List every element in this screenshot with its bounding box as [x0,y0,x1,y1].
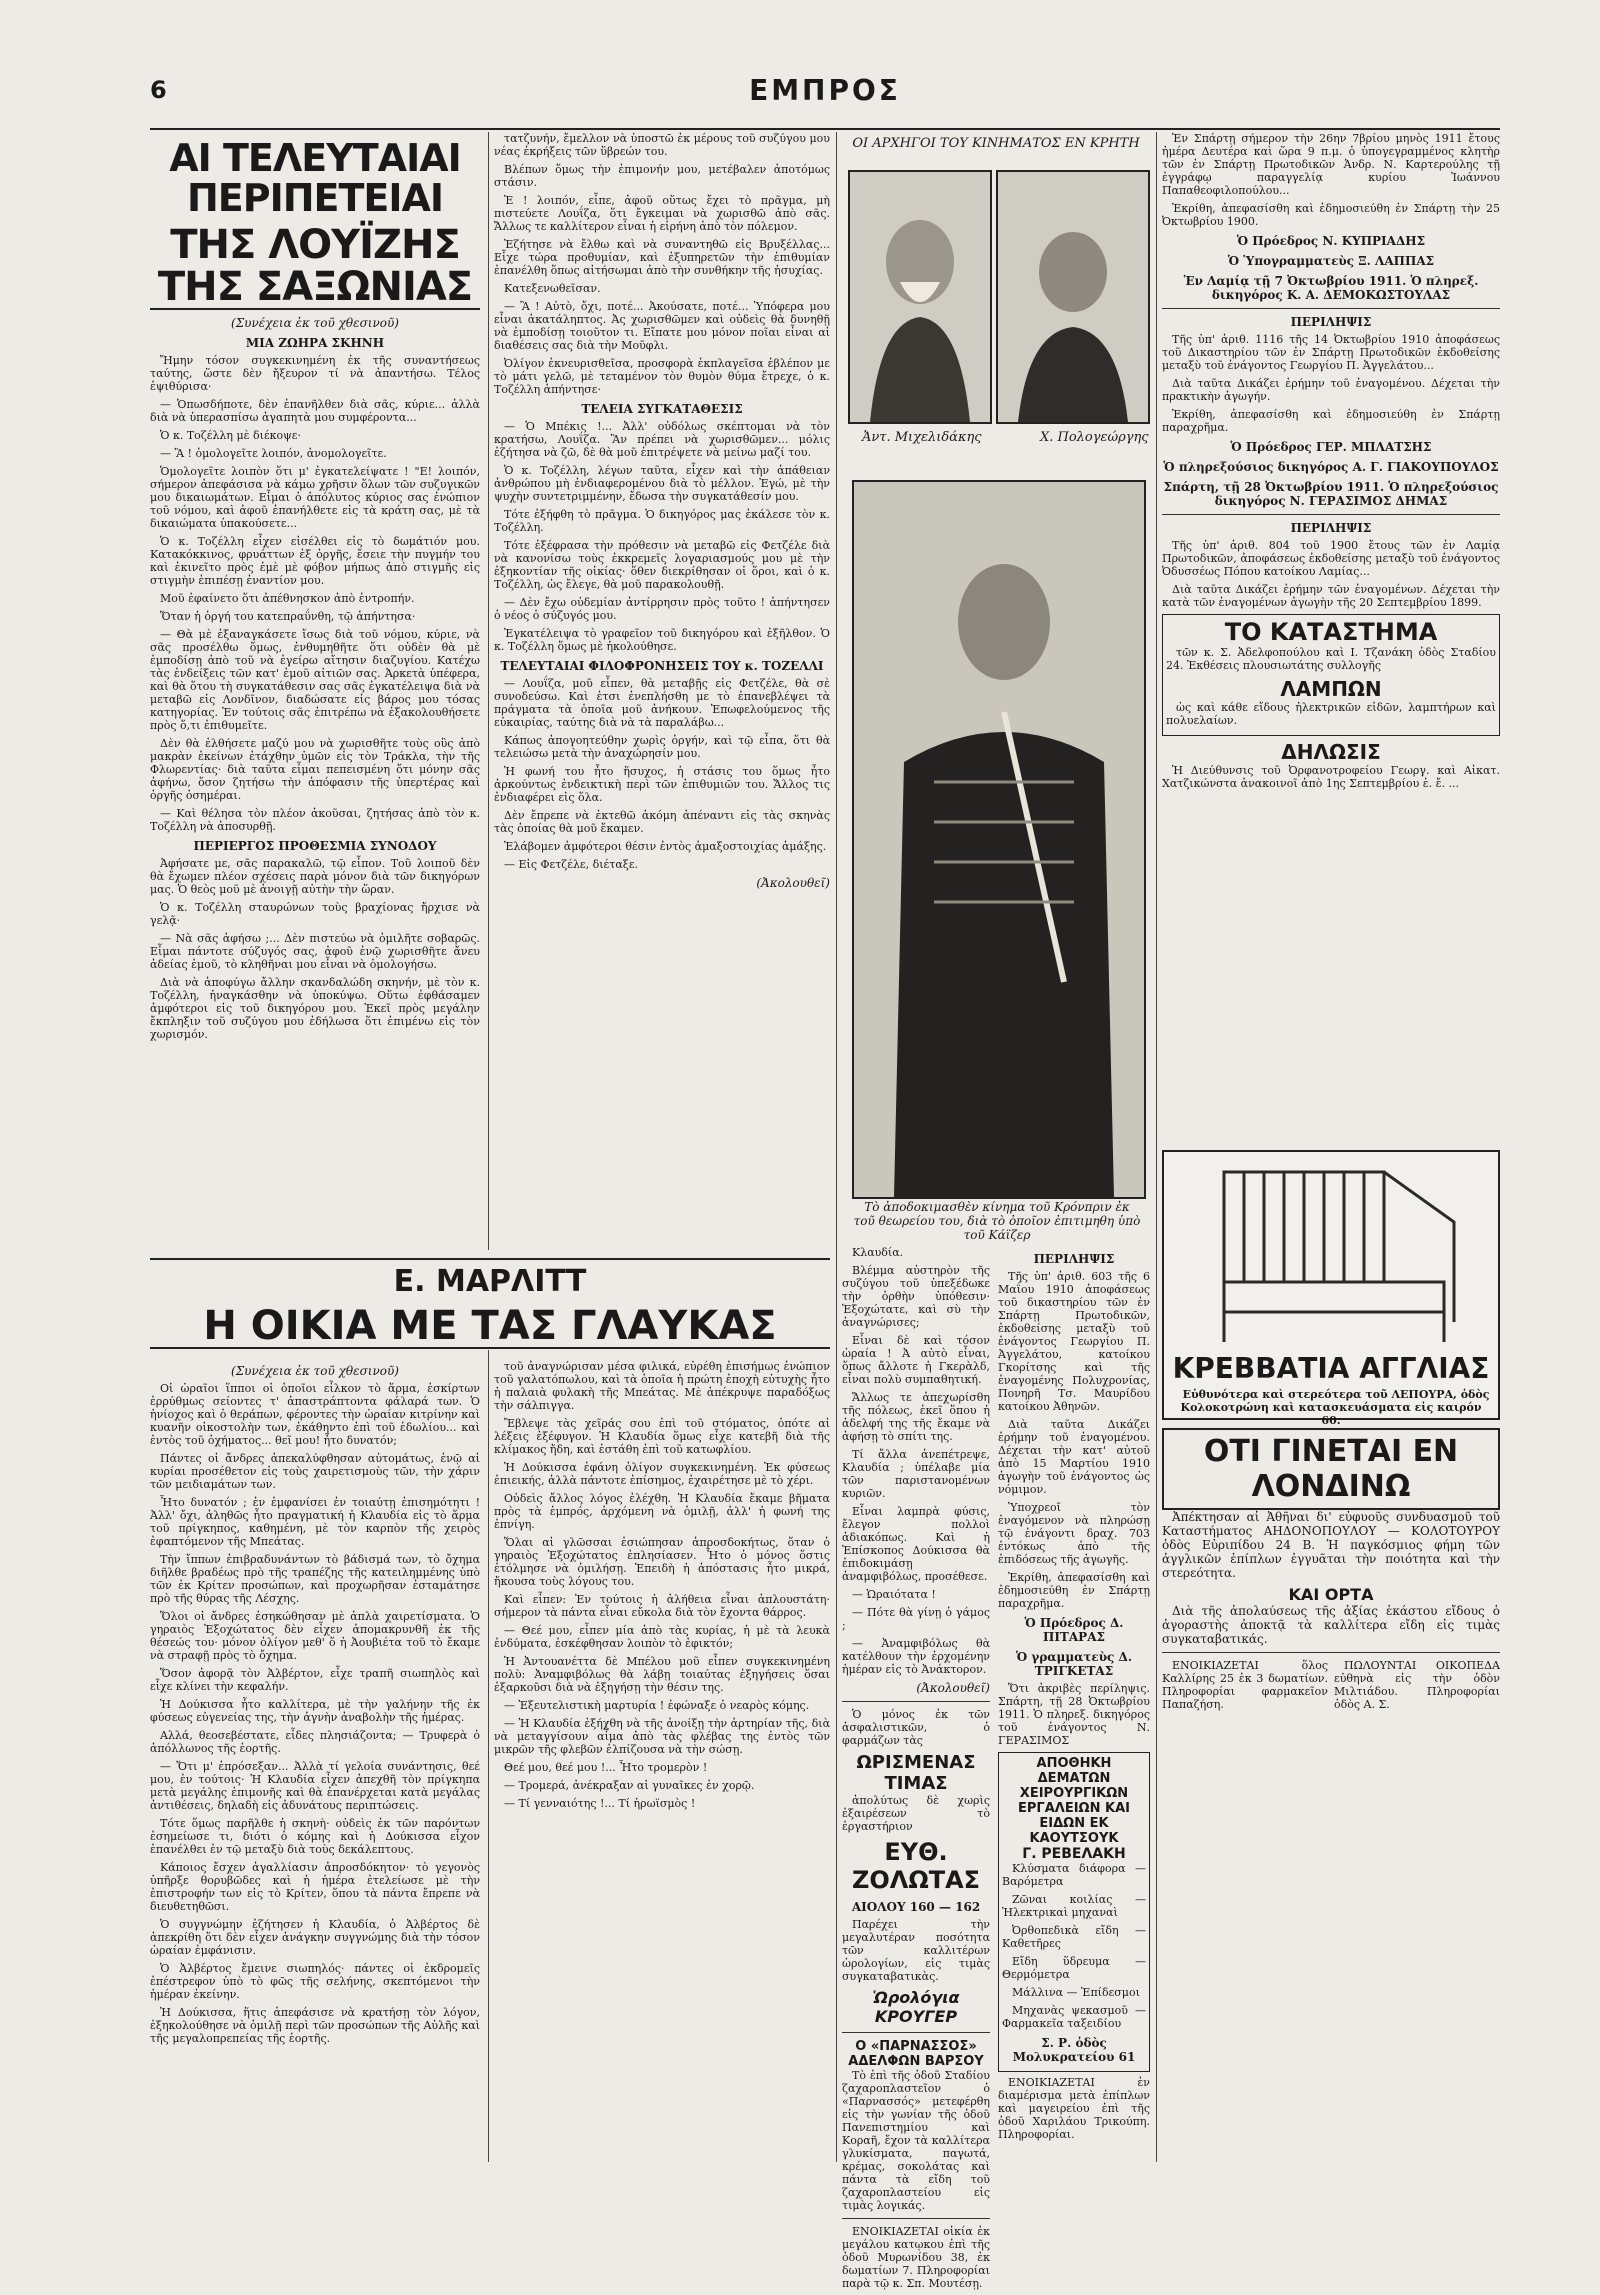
paragraph: Ἡ Διεύθυνσις τοῦ Ὀρφανοτροφείου Γεωργ. καὶ Αἰκατ. Χατζικώνστα ἀνακοινοῖ ἀπὸ 1ης Σεπτεμβρίου ἐ. ἔ. ... [1162,764,1500,790]
paragraph: Διὰ νὰ ἀποφύγω ἄλλην σκανδαλώδη σκηνήν, μὲ τὸν κ. Τοζέλλη, ἠναγκάσθην νὰ ὑποκύψω. Οὕτω ἐφθάσαμεν ἀμφότεροι εἰς τοῦ δικηγόρου μου. Ἐκεῖ πρὸς μεγάλην ἔκπληξιν τοῦ συζύγου μου ἐδήλωσα ὅτι ἐπιμένω εἰς τὸν χωρισμόν. [150,976,480,1041]
column-rule [836,132,837,2162]
ad-sub: ΚΑΙ ΟΡΤΑ [1288,1585,1374,1604]
paragraph: Τί ἄλλα ἀνεπέτρεψε, Κλαυδία ; ὑπέλαβε μία τῶν παριστανομένων κυριῶν. [842,1448,990,1500]
paragraph: Ὑποχρεοῖ τὸν ἐναγόμενον νὰ πληρώσῃ τῷ ἐνάγοντι δραχ. 703 ἐντόκως ἀπὸ τῆς ἐπιδόσεως τῆς ἀγωγῆς. [998,1501,1150,1566]
paragraph: — Ὅτι μ' ἐπρόσεξαν... Ἀλλὰ τί γελοία συνάντησις, θεέ μου, ἐν τούτοις· Ἡ Κλαυδία εἶχεν ἀπεχθῆ τὸν πρίγκηπα μετὰ μεγάλης ἐπιμονῆς καὶ θὰ ἐπανέρχεται κατὰ μεγάλας ἀντιθέσεις, δηλαδὴ εἰς ἀδυνάτους περιπτώσεις. [150,1760,480,1812]
column-rule [488,132,489,2162]
paragraph: τατζυνήν, ἔμελλον νὰ ὑποστῶ ἐκ μέρους τοῦ συζύγου μου νέας ἐκρήξεις τῶν ὕβρεών του. [494,132,830,158]
paragraph: Ἡ Δούκισσα ἐφάνη ὀλίγον συγκεκινημένη. Ἐκ φύσεως ἐπιεικής, ἀλλὰ πάντοτε ἐπίσημος, ἐχαιρέτησε μὲ τὸ χέρι. [494,1461,830,1487]
column-2-bottom [494,1360,830,2150]
classified: ΕΝΟΙΚΙΑΖΕΤΑΙ οἰκία ἐκ μεγάλου κατῳκου ἐπὶ τῆς ὁδοῦ Μυρωνίδου 38, ἐκ δωματίων 7. Πληροφορίαι παρὰ τῷ κ. Σπ. Μουτέσῃ. [842,2225,990,2290]
signature: Ἐν Λαμίᾳ τῇ 7 Ὀκτωβρίου 1911. Ὁ πληρεξ. δικηγόρος Κ. Α. ΔΕΜΟΚΩΣΤΟΥΛΑΣ [1183,274,1479,302]
column-3-bottom [842,1246,1150,2290]
paragraph: — Θὰ μὲ ἐξαναγκάσετε ἴσως διὰ τοῦ νόμου, κύριε, νὰ σᾶς προσέλθω ὅμως, ἐνθυμηθῆτε ὅτι οὐδὲν θὰ μὲ ἐμποδίσῃ ἀπὸ τοῦ νὰ ἐγείρω αἴτησιν διαζυγίου. Κατέχω τὰς ἐνδείξεις τῶν κατ' ἐμοῦ αἰτιῶν σας. Ἀρκετὰ ὑπέφερα, καὶ θὰ ὅτου τὴ συγκατάθεσιν σας σᾶς ἐγκατέλειψα διὰ νὰ μεταβῶ εἰς Λονδῖνον, διαδώσατε εἰς βάρος μου τόσας κατηγορίας. Ἐν τούτοις σᾶς ἐπιτρέπω νὰ ἐξακολουθήσετε πρὸς ὅ,τι ἐπιθυμεῖτε. [150,628,480,732]
classifieds [1162,1659,1500,1716]
paragraph: — Ἡ Κλαυδία ἐξήχθη νὰ τῆς ἀνοίξῃ τὴν ἀρτηρίαν τῆς, διὰ νὰ μεταγγίσουν αἷμα ἀπὸ τὰς φλέβας της ἐντὸς τῶν μικρῶν τῆς φλεβῶν ἐλπίζουσα νὰ τὴν σώσῃ. [494,1717,830,1756]
photo-caption: Χ. Πολογεώργης [1040,430,1149,445]
paragraph: Ὅτι ἀκριβὲς περίληψις. Σπάρτη, τῇ 28 Ὀκτωβρίου 1911. Ὁ πληρεξ. δικηγόρος τοῦ ἐνάγοντος Ν. ΓΕΡΑΣΙΜΟΣ [998,1682,1150,1747]
bed-ad-title: ΚΡΕΒΒΑΤΙΑ ΑΓΓΛΙΑΣ [1172,1352,1490,1385]
paragraph: Ἐζήτησε νὰ ἔλθω καὶ νὰ συναντηθῶ εἰς Βρυξέλλας... Εἶχε τώρα προθυμίαν, καὶ ἐξυπηρετῶν τὴν ἐπιθυμίαν ἐπανέλθη ὅπως αἰτήσωμαι ἀπὸ τὴν συνθήκην τῆς ἡσυχίας. [494,238,830,277]
photo-title-wrap [842,132,1150,162]
column-rule [1156,132,1157,2162]
paragraph: Ἐν Σπάρτῃ σήμερον τὴν 26ην 7βρίου μηνὸς 1911 ἔτους ἡμέρα Δευτέρα καὶ ὥρα 9 π.μ. ὁ ὑπογεγραμμένος κλητὴρ τῶν ἐν Σπάρτῃ Πρωτοδικῶν Ἀνδρ. Ν. Καρτερούλης τῇ ἐγγράφῳ παραγγελίᾳ κυρίου Ἰωάννου Παπαθεοφιλοπούλου... [1162,132,1500,197]
section-heading: ΜΙΑ ΖΩΗΡΑ ΣΚΗΝΗ [245,336,385,350]
london-ad-title: ΟΤΙ ΓΙΝΕΤΑΙ ΕΝ ΛΟΝΔΙΝΩ [1162,1428,1500,1510]
ad-title: Ο «ΠΑΡΝΑΣΣΟΣ» ΑΔΕΛΦΩΝ ΒΑΡΣΟΥ [848,2039,984,2069]
ad-text: τῶν κ. Σ. Ἀδελφοπούλου καὶ Ι. Τζανάκη ὁδὸς Σταδίου 24. Ἐκθέσεις πλουσιωτάτης συλλογῆς [1166,646,1496,672]
ad-title: ΩΡΙΣΜΕΝΑΣ ΤΙΜΑΣ [856,1752,976,1794]
paragraph: Κατεξενωθεῖσαν. [504,282,601,295]
ad-item: Εἴδη ὕδρευμα — Θερμόμετρα [1002,1955,1146,1981]
paragraph: — Λουΐζα, μοῦ εἶπεν, θὰ μεταβῇς εἰς Φετζέλε, θὰ σὲ συνοδεύσω. Καὶ ἐτσι ἐνεπλήσθη με τὸ ἐπανεβλέψει τὰ πράγματα τὰ ὁποῖα μοῦ ἀνήκουν. Ἐπωφελούμενος τῆς εὐκαιρίας, ταύτης διὰ νὰ τὰ παραλάβω... [494,677,830,729]
headline: ΑΙ ΤΕΛΕΥΤΑΙΑΙ ΠΕΡΙΠΕΤΕΙΑΙ [169,136,461,220]
paragraph: Ὁ κ. Τοζέλλη μὲ διέκοψε· [160,429,301,442]
signature: Ὁ Ὑπογραμματεὺς Ξ. ΛΑΠΠΑΣ [1227,254,1435,268]
paragraph: Κάπως ἀπογοητεύθην χωρὶς ὀργήν, καὶ τῷ εἶπα, ὅτι θὰ τελειώσω μετὰ τὴν ἀναχώρησίν μου. [494,734,830,760]
paragraph: — Ἀναμφιβόλως θὰ κατέλθουν τὴν ἐρχομένην ἡμέραν εἰς τὸ Ἀνάκτορον. [842,1637,990,1676]
paragraph: Ἦτο δυνατόν ; ἐν ἐμφανίσει ἐν τοιαύτῃ ἐπισημότητι ! Ἀλλ' ὄχι, ἀληθῶς ἦτο πραγματική ἡ Κλαυδία εἰς τὸ ἅρμα τοῦ πρίγκηπος, καθημένη, μὲ τὸν καρπὸν τῆς χειρὸς ἐφαπτόμενον τῆς Μπεάτας. [150,1496,480,1548]
main-photo-caption: Τὸ ἀποδοκιμασθὲν κίνημα τοῦ Κρόνπριν ἐκ τοῦ θεωρείου του, διὰ τὸ ὁποῖον ἐπιτιμηθη ὑπὸ τοῦ Κάϊζερ [853,1200,1141,1242]
paragraph: Ἐκρίθη, ἀπεφασίσθη καὶ ἐδημοσιεύθη ἐν Σπάρτῃ παραχρῆμα. [998,1571,1150,1610]
paragraph: Αλλά, θεοσεβέστατε, εἶδες πλησιάζοντα; — Τρυφερὰ ὁ ἀπόλλωνος τῆς ἑορτῆς. [150,1729,480,1755]
signature: Ὁ Πρόεδρος Ν. ΚΥΠΡΙΑΔΗΣ [1236,234,1426,248]
ad-name: ΕΥΘ. ΖΟΛΩΤΑΣ [851,1838,981,1894]
paragraph: Ὁ κ. Τοζέλλη εἶχεν εἰσέλθει εἰς τὸ δωμάτιόν μου. Κατακόκκινος, φρυάττων ἐξ ὀργῆς, ἔσειε τὴν πυγμήν του καὶ ἐκινεῖτο πρὸς ἐμὲ μὲ φόβον μήπως ἀπὸ στιγμῆς εἰς στιγμὴν ἐπιπέσῃ ἐναντίον μου. [150,535,480,587]
paragraph: Ἡ Δούκισσα, ἥτις ἀπεφάσισε νὰ κρατήσῃ τὸν λόγον, ἐξηκολούθησε νὰ ὁμιλῇ περὶ τῶν προσώπων τῆς Αὐλῆς καὶ τῆς μεγαλοπρεπείας τῆς ἑορτῆς. [150,2006,480,2045]
paragraph: Ἡ φωνή του ἦτο ἥσυχος, ἡ στάσις του ὅμως ἦτο ἀρκούντως ἐνδεικτικὴ περὶ τῶν ἐπιθυμιῶν του. Ἄλλος τις ἐνδιαφέρει εἰς ὅλα. [494,765,830,804]
paragraph: — Ὁ Μπέκις !... Ἀλλ' οὐδόλως σκέπτομαι νὰ τὸν κρατήσω, Λουΐζα. Ἂν πρέπει νὰ χωρισθῶμεν... μόλις ἐζήτησα νὰ ζῶ, δὲ θὰ μοῦ ἐπιτρέψετε νὰ μείνω μαζί του. [494,420,830,459]
paragraph: Βλέμμα αὐστηρὸν τῆς συζύγου τοῦ ὑπεξέδωκε τὴν ὀρθὴν ὑπόθεσιν· Ἐξοχώτατε, καὶ σὺ τὴν ἀναγνώρισες; [842,1264,990,1329]
paragraph: Θεέ μου, θεέ μου !... Ἦτο τρομερὸν ! [504,1761,708,1774]
paragraph: Κλαυδία. [852,1246,904,1259]
paragraph: Διὰ ταῦτα Δικάζει ἐρήμην τοῦ ἐναγομένου. Δέχεται τὴν κατ' αὐτοῦ ἀπὸ 15 Μαρτίου 1910 ἀγωγὴν τοῦ ἐνάγοντος ὡς νόμιμον. [998,1418,1150,1496]
paragraph: Διὰ ταῦτα Δικάζει ἐρήμην τοῦ ἐναγομένου. Δέχεται τὴν πρακτικὴν ἀγωγήν. [1162,377,1500,403]
ad-item: Μάλλινα — Ἐπίδεσμοι [1012,1986,1140,1999]
paragraph: — Δὲν ἔχω οὐδεμίαν ἀντίρρησιν πρὸς τοῦτο ! ἀπήντησεν ὁ νέος ὁ σύζυγός μου. [494,596,830,622]
paragraph: Τότε ὅμως παρῆλθε ἡ σκηνὴ· οὐδεὶς ἐκ τῶν παρόντων ἐσημείωσε τι, διότι ὁ κόμης καὶ ἡ Δούκισσα εἶχον ἐπανέλθει ἐν τῷ μεταξὺ διὰ τοὺς δεκάλεπτους. [150,1817,480,1856]
signature: Σπάρτη, τῇ 28 Ὀκτωβρίου 1911. Ὁ πληρεξούσιος δικηγόρος Ν. ΓΕΡΑΣΙΜΟΣ ΔΗΜΑΣ [1163,480,1499,508]
ad-address: Σ. Ρ. ὁδὸς Μολυκρατείου 61 [1012,2036,1136,2064]
signature: Ὁ Πρόεδρος Δ. ΠΙΤΑΡΑΣ [1024,1616,1124,1644]
paragraph: Ἐκρίθη, ἀπεφασίσθη καὶ ἐδημοσιεύθη ἐν Σπάρτῃ παραχρῆμα. [1162,408,1500,434]
legal-notice [998,1246,1150,2146]
paragraph: Ἡ Δούκισσα ἦτο καλλίτερα, μὲ τὴν γαλήνην τῆς ἐκ φύσεως εὐγενείας της, τὴν ἀγνὴν ἀναβολὴν τῆς ἡμέρας. [150,1698,480,1724]
paragraph: Ἐγκατέλειψα τὸ γραφεῖον τοῦ δικηγόρου καὶ ἐξῆλθον. Ὁ κ. Τοζέλλη ὅμως μὲ ἠκολούθησε. [494,627,830,653]
ad-text: ἀπολύτως δὲ χωρὶς ἐξαιρέσεων τὸ ἐργαστήριον [842,1794,990,1833]
section-heading: ΤΕΛΕΙΑ ΣΥΓΚΑΤΑΘΕΣΙΣ [581,402,743,416]
paragraph: — Ἐξευτελιστικὴ μαρτυρία ! ἐφώναξε ὁ νεαρὸς κόμης. [504,1699,810,1712]
paragraph: τοῦ ἀναγνώρισαν μέσα φιλικά, εὑρέθη ἐπισήμως ἐνώπιον τοῦ γαλατόπωλου, καὶ τὰ ὁποῖα ἡ πρώτη ἐποχὴ εὐτυχὴς ἦτο ἡ παλαιὰ φυλακὴ τῆς Μπεάτας. Μὲ ἀπέκρυψε παραδόξως τὴν σάλπιγγα. [494,1360,830,1412]
paragraph: Βλέπων ὅμως τὴν ἐπιμονήν μου, μετέβαλεν ἀποτόμως στάσιν. [494,163,830,189]
paragraph: Τῆς ὑπ' ἀριθ. 1116 τῆς 14 Ὀκτωβρίου 1910 ἀποφάσεως τοῦ Δικαστηρίου τῶν ἐν Σπάρτῃ Πρωτοδικῶν ἐκδοθείσης μεταξὺ τοῦ ἐνάγοντος Γεωργίου Π. Ἀγγελάτου... [1162,333,1500,372]
ad-text: Ἀπέκτησαν αἱ Ἀθῆναι δι' εὐφυοῦς συνδυασμοῦ τοῦ Καταστήματος ΑΗΔΟΝΟΠΟΥΛΟΥ — ΚΟΛΟΤΟΥΡΟΥ ὁδὸς Εὐριπίδου 24 Β. Ἡ παγκόσμιος φήμη τῶν ἀγγλικῶν ἐπίπλων ἐγγυᾶται τὴν ποιότητα καὶ τὴν στερεότητα. [1162,1510,1500,1580]
paragraph: Ὁ κ. Τοζέλλη σταυρώνων τοὺς βραχίονας ἤρχισε νὰ γελᾷ· [150,901,480,927]
paragraph: Ὁ συγγνώμην ἐζήτησεν ἡ Κλαυδία, ὁ Ἀλβέρτος δὲ ἀπεκρίθη ὅτι δὲν εἶχεν ἀνάγκην συγγνώμης διὰ τὴν τόσον ὡραίαν ἐμφάνισιν. [150,1918,480,1957]
paragraph: — Ἂ ! Αὐτὸ, ὄχι, ποτέ... Ἀκούσατε, ποτέ... Ὑπόφερα μου εἶναι ἀκατάληπτος. Ἀς χωρισθῶμεν καὶ οὐδεὶς θὰ δυνηθῇ νὰ ἐμποδίσῃ τοιοῦτον τι. Εἴπατε μου μόνον ποῖαι εἶναι αἱ διαθέσεις σας διὰ τὴν Μοῦφλι. [494,300,830,352]
notice-title: ΠΕΡΙΛΗΨΙΣ [1033,1252,1115,1266]
paragraph: Ὅσον ἀφορᾷ τὸν Ἀλβέρτον, εἶχε τραπῆ σιωπηλὸς καὶ εἶχε κλίνει τὴν κεφαλήν. [150,1667,480,1693]
paragraph: Καὶ εἶπεν: Ἐν τούτοις ἡ ἀλήθεια εἶναι ἀπλουστάτη· σήμερον τὰ πάντα εἶναι εὔκολα διὰ τὸν ἔχοντα θάρρος. [494,1593,830,1619]
portrait-photo [848,170,992,424]
continuation-note: (Συνέχεια ἐκ τοῦ χθεσινοῦ) [231,1364,399,1378]
signature: Ὁ πληρεξούσιος δικηγόρος Α. Γ. ΓΙΑΚΟΥΠΟΥΛΟΣ [1163,460,1499,474]
classified: ΠΩΛΟΥΝΤΑΙ ΟΙΚΟΠΕΔΑ εὐθηνὰ εἰς τὴν ὁδὸν Μιλτιάδου. Πληροφορίαι ὁδὸς Α. Σ. [1334,1659,1500,1711]
paragraph: Ὀλίγον ἐκνευρισθεῖσα, προσφορὰ ἐκπλαγεῖσα ἐβλέπον με τὸ μάτι γελῶ, μὲ τεταμένον τὸν θυμὸν θύμα ἔτρεχε, ὁ κ. Τοζέλλη ἀπήντησε· [494,357,830,396]
bed-ad-text: Εὐθυνότερα καὶ στερεότερα τοῦ ΛΕΠΟΥΡΑ, ὁδὸς Κολοκοτρώνη καὶ κατασκευάσματα εἰς καιρόν 60. [1180,1388,1490,1427]
bed-illustration-icon [1184,1162,1484,1352]
paragraph: Ὁ κ. Τοζέλλη, λέγων ταῦτα, εἶχεν καὶ τὴν ἀπάθειαν ἀνθρώπου μὴ ἐνδιαφερομένου διὰ τὸ μέλλον. Ἐγώ, μὲ τὴν ψυχὴν συντετριμμένην, ἔδωσα τὴν συγκατάθεσίν μου. [494,464,830,503]
paragraph: Οἱ ὡραῖοι ἵπποι οἱ ὁποῖοι εἶλκον τὸ ἅρμα, ἐσκίρτων ἐρρύθμως σείοντες τ' ἀπαστράπτοντα φάλαρά των. Ὁ ἡνίοχος καὶ ὁ θεράπων, φέροντες τὴν ὡραίαν κιτρίνην καὶ κυανῆν οἰκοστολὴν των, ἐκάθηντο ἐπὶ τοῦ ἑδωλίου... καὶ ἐντὸς τοῦ ὀχήματος... θεῖ μου! ἦτο δυνατόν; [150,1382,480,1447]
paragraph: Ὅλαι αἱ γλῶσσαι ἐσιώπησαν ἀπροσδοκήτως, ὅταν ὁ γηραιὸς Ἐξοχώτατος ἐπλησίασεν. Ἦτο ὁ μόνος ὅστις ἐτόλμησε νὰ ὁμιλήσῃ. Ἐπειδὴ ἡ ἀπόστασις ἦτο μικρά, ἤκουσα τοὺς λόγους του. [494,1536,830,1588]
paragraph: Εἶναι δὲ καὶ τόσον ὡραία ! Ἀ αὐτὸ εἶναι, ὅπως ἄλλοτε ἡ Γκερὰλδ, εἶναι πολὺ συμπαθητική. [842,1334,990,1386]
portrait-photo [996,170,1150,424]
classified: ΕΝΟΙΚΙΑΖΕΤΑΙ ἐν διαμέρισμα μετὰ ἐπίπλων καὶ μαγειρείου ἐπὶ τῆς ὁδοῦ Χαριλάου Τρικούπη. Πληροφορίαι. [998,2076,1150,2141]
declaration-title: ΔΗΛΩΣΙΣ [1281,740,1381,764]
column-4-bottom [1162,1428,1500,2128]
signature: Ὁ γραμματεὺς Δ. ΤΡΙΓΚΕΤΑΣ [1016,1650,1132,1678]
photo-caption: Ἀντ. Μιχελιδάκης [862,430,982,445]
paragraph: Εἶναι λαμπρὰ φύσις, ἔλεγον πολλοὶ ἀδιακόπως. Καὶ ἡ Ἐπίσκοπος Δούκισσα θὰ ἐπιδοκιμάσῃ ἀναμφιβόλως, προσέθεσε. [842,1505,990,1583]
ad-item: ΛΑΜΠΩΝ [1280,677,1382,701]
story-end [842,1246,990,2295]
paragraph: — Τί γενναιότης !... Τί ἡρωϊσμὸς ! [504,1797,696,1810]
paragraph: Ἤμην τόσον συγκεκινημένη ἐκ τῆς συναντήσεως ταύτης, ὥστε δὲν ἤξευρον τί νὰ ἀπαντήσω. Τέλος ἐψιθύρισα· [150,354,480,393]
bed-ad [1162,1150,1500,1427]
continuation-note: (Συνέχεια ἐκ τοῦ χθεσινοῦ) [231,316,399,330]
paragraph: — Τρομερά, ἀνέκραξαν αἱ γυναῖκες ἐν χορῷ. [504,1779,755,1792]
paragraph: Τότε ἐξήφθη τὸ πρᾶγμα. Ὁ δικηγόρος μας ἐκάλεσε τὸν κ. Τοζέλλη. [494,508,830,534]
ad-text: Διὰ τῆς ἀπολαύσεως τῆς ἀξίας ἑκάστου εἴδους ὁ ἀγοραστὴς ἀποκτᾷ τὰ καλλίτερα εἴδη εἰς τιμὰς συγκαταβατικάς. [1162,1604,1500,1646]
paragraph: Ἐλάβομεν ἀμφότεροι θέσιν ἐντὸς ἁμαξοστοιχίας ἁμάξης. [504,840,827,853]
paragraph: — Ὡραιότατα ! [852,1588,936,1601]
paragraph: Δὲν ἔπρεπε νὰ ἐκτεθῶ ἀκόμη ἀπέναντι εἰς τὰς σκηνὰς τὰς ὁποίας θὰ μοῦ ἔκαμεν. [494,809,830,835]
paragraph: — Πότε θὰ γίνῃ ὁ γάμος ; [842,1606,990,1632]
page-number: 6 [150,76,167,104]
headline: ΤΗΣ ΛΟΥΪΖΗΣ ΤΗΣ ΣΑΞΩΝΙΑΣ [150,224,480,310]
ad-box [998,1752,1150,2072]
photo-title: ΟΙ ΑΡΧΗΓΟΙ ΤΟΥ ΚΙΝΗΜΑΤΟΣ ΕΝ ΚΡΗΤΗ [852,136,1140,151]
ad-address: ΑΙΟΛΟΥ 160 — 162 [851,1900,981,1914]
ad-box [1162,614,1500,736]
column-2-top [494,132,830,902]
serial-banner [150,1250,830,1350]
paper-name: ΕΜΠΡΟΣ [749,74,901,107]
notice: Ὁ μόνος ἐκ τῶν ἀσφαλιστικῶν, ὁ φαρμάζων τὰς [842,1708,990,1747]
column-1-bottom [150,1360,480,2150]
ad-item: Μηχανὰς ψεκασμοῦ — Φαρμακεῖα ταξειδίου [1002,2004,1146,2030]
paragraph: — Νὰ σᾶς ἀφήσω ;... Δὲν πιστεύω νὰ ὁμιλῆτε σοβαρῶς. Εἶμαι πάντοτε σύζυγός σας, ἀφοῦ ἐνῷ χωρισθῆτε ἄνευ ἀδείας ἐμοῦ, τὸ κληθῆναι μου εἶναι νὰ ὁμολογήσω. [150,932,480,971]
paragraph: Μοῦ ἐφαίνετο ὅτι ἀπέθνησκον ἀπὸ ἐντροπήν. [160,592,415,605]
paragraph: — Ὁπωσδήποτε, δὲν ἐπανῆλθεν διὰ σᾶς, κύριε... ἀλλὰ διὰ νὰ ὑπερασπίσω ἀγαπητὰ μου συμφέροντα... [150,398,480,424]
classified: ΕΝΟΙΚΙΑΖΕΤΑΙ ὅλος Καλλίρης 25 ἐκ 3 δωματίων. Πληροφορίαι φαρμακεῖον Παπαζήση. [1162,1659,1328,1711]
ad-name: Γ. ΡΕΒΕΛΑΚΗ [1022,1846,1126,1862]
paragraph: Ἔβλεψε τὰς χεῖράς σου ἐπὶ τοῦ στόματος, ὁπότε αἱ λέξεις ἐξέφυγον. Ἡ Κλαυδία ὅμως εἶχε κατεβῆ διὰ τῆς κλίμακος ἤδη, καὶ ἐστάθη ἐπὶ τοῦ κατωφλίου. [494,1417,830,1456]
author: Ε. ΜΑΡΛΙΤΤ [150,1258,830,1299]
paragraph: — Καὶ θέλησα τὸν πλέον ἀκοῦσαι, ζητήσας ἀπὸ τὸν κ. Τοζέλλη νὰ ἀποσυρθῇ. [150,807,480,833]
main-photo [852,480,1146,1199]
paragraph: Ὁμολογεῖτε λοιπὸν ὅτι μ' ἐγκατελείψατε ! "Ε! λοιπόν, σήμερον ἀπεφάσισα νὰ κάμω χρῆσιν ὅλων τῶν συζυγικῶν μου δικαιωμάτων. Εἶμαι ὁ ἀπόλυτος κύριος σας ἐνώπιον τοῦ νόμου, καὶ ἀφοῦ ἐπανήλθετε εἰς τὰ κράτη σας, μὲ τὰ δικαιώματα ὑπακούσετε... [150,465,480,530]
ad-text: Παρέχει τὴν μεγαλυτέραν ποσότητα τῶν καλλιτέρων ὡρολογίων, εἰς τιμὰς συγκαταβατικὰς. [842,1918,990,1983]
paragraph: — Ἂ ! ὁμολογεῖτε λοιπόν, ἀνομολογεῖτε. [160,447,387,460]
continuation-note: (Ἀκολουθεῖ) [916,1681,990,1695]
paragraph: Πάντες οἱ ἄνδρες ἀπεκαλύφθησαν αὐτομάτως, ἐνῷ αἱ κυρίαι προσέθετον εἰς τοὺς χαιρετισμοὺς τῶν, τὴν χάριν τῶν μειδιαμάτων των. [150,1452,480,1491]
masthead [150,70,1500,130]
paragraph: Οὐδεὶς ἄλλος λόγος ἐλέχθη. Ἡ Κλαυδία ἔκαμε βῆματα πρὸς τὰ ἐμπρός, ἀρχόμενη νὰ ὁμιλῇ, ἀλλ' ἡ φωνή της ἐπνίγη. [494,1492,830,1531]
column-4-top [1162,132,1500,1142]
signature: Ὁ Πρόεδρος ΓΕΡ. ΜΠΛΑΤΣΗΣ [1230,440,1432,454]
paragraph: Ὅταν ἡ ὀργή του κατεπραΰνθη, τῷ ἀπήντησα· [160,610,416,623]
ad-text: ὡς καὶ κάθε εἴδους ἠλεκτρικῶν εἰδῶν, λαμπτήρων καὶ πολυελαίων. [1166,701,1496,727]
paragraph: Διὰ ταῦτα Δικάζει ἐρήμην τῶν ἐναγομένων. Δέχεται τὴν κατὰ τῶν ἐναγομένων ἀγωγὴν τῆς 20 Σεπτεμβρίου 1899. [1162,583,1500,609]
ad-title: ΤΟ ΚΑΤΑΣΤΗΜΑ [1224,618,1438,646]
notice-title: ΠΕΡΙΛΗΨΙΣ [1290,521,1372,535]
paragraph: Ἀφήσατε με, σᾶς παρακαλῶ, τῷ εἶπον. Τοῦ λοιποῦ δὲν θὰ ἔχωμεν πλέον σχέσεις παρὰ μόνον διὰ τῶν δικηγόρων μας. Ὁ θεὸς μοῦ μὲ ἀνοιγῇ αὐτὴν τὴν ὥραν. [150,857,480,896]
ad-text: Τὸ ἐπὶ τῆς ὁδοῦ Σταδίου ζαχαροπλαστεῖον ὁ «Παρνασσός» μετεφέρθη εἰς τὴν γωνίαν τῆς ὁδοῦ Πανεπιστημίου καὶ Κοραῆ, ἔχον τὰ καλλίτερα γλυκίσματα, παγωτά, κρέμας, σοκολάτας καὶ πάντα τὰ εἴδη τοῦ ζαχαροπλαστείου εἰς τιμὰς λογικάς. [842,2069,990,2212]
paragraph: Ἐ ! λοιπόν, εἶπε, ἀφοῦ οὕτως ἔχει τὸ πρᾶγμα, μὴ πιστεύετε Λουΐζα, ὅτι ἔγκειμαι νὰ χωρισθῶ ἀπὸ σᾶς. Ἄλλως τε καλλίτερον εἶναι ἡ εἰρήνη ἀπὸ τὸν πόλεμον. [494,194,830,233]
paragraph: Τὴν ἴππων ἐπιβραδυνάντων τὸ βάδισμά των, τὸ ὄχημα διῆλθε βραδέως πρὸ τῆς τραπέζης τῆς κατειλημμένης ὑπὸ τῶν ἐκ Κρίτεν προσώπων, καὶ προχωρῆσαν ἐσταμάτησε πρὸ τῆς θύρας τῆς Λέσχης. [150,1553,480,1605]
paragraph: Ἄλλως τε ἀπεχωρίσθη τῆς πόλεως, ἐκεῖ ὅπου ἡ ἀδελφή της τῆς ἔκαμε νὰ ἀφήσῃ τὸ σπίτι της. [842,1391,990,1443]
ad-item: Ὀρθοπεδικὰ εἴδη — Καθετῆρες [1002,1924,1146,1950]
paragraph: Ὁ Ἀλβέρτος ἔμεινε σιωπηλός· πάντες οἱ ἐκδρομεῖς ἐπέστρεφον ὑπὸ τὸ φῶς τῆς σελήνης, σκεπτόμενοι τὴν ἡμέραν ἐκείνην. [150,1962,480,2001]
paragraph: Τῆς ὑπ' ἀριθ. 804 τοῦ 1900 ἔτους τῶν ἐν Λαμίᾳ Πρωτοδικῶν, ἀποφάσεως ἐκδοθείσης μεταξὺ τοῦ ἐνάγοντος Ὀδυσσέως Πόπου κατοίκου Λαμίας... [1162,539,1500,578]
paragraph: Κάποιος ἔσχεν ἀγαλλίασιν ἀπροσδόκητον· τὸ γεγονὸς ὑπῆρξε θορυβῶδες καὶ ἡ ἡμέρα ἐτελείωσε μὲ τὴν ἐπιστροφήν των εἰς τὸ Κρίτεν, ὅπου τὰ πάντα ἔπρεπε νὰ διευθετηθῶσι. [150,1861,480,1913]
paragraph: Ὅλοι οἱ ἄνδρες ἐσηκώθησαν μὲ ἀπλὰ χαιρετίσματα. Ὁ γηραιὸς Ἐξοχώτατος δὲν εἶχεν ἀπομακρυνθῆ ἐκ τῆς θέσεώς του· μόνον ὀλίγον μεθ' ὅ ἡ Ἀουβιέτα τοῦ τὸ ἔκαμε νὰ στραφῇ πρὸς τὸ ὄχημα. [150,1610,480,1662]
notice-title: ΠΕΡΙΛΗΨΙΣ [1290,315,1372,329]
paragraph: Ἐκρίθη, ἀπεφασίσθη καὶ ἐδημοσιεύθη ἐν Σπάρτῃ τὴν 25 Ὀκτωβρίου 1900. [1162,202,1500,228]
ad-item: Ζῶναι κοιλίας — Ἠλεκτρικαὶ μηχαναὶ [1002,1893,1146,1919]
continuation-note: (Ἀκολουθεῖ) [756,876,830,890]
ad-brand: Ὡρολόγια ΚΡΟΥΓΕΡ [872,1988,960,2026]
paragraph: — Εἰς Φετζέλε, διέταξε. [504,858,639,871]
ad-title: ΑΠΟΘΗΚΗ ΔΕΜΑΤΩΝ ΧΕΙΡΟΥΡΓΙΚΩΝ ΕΡΓΑΛΕΙΩΝ ΚΑΙ ΕΙΔΩΝ ΕΚ ΚΑΟΥΤΣΟΥΚ [1018,1756,1130,1846]
paragraph: Τότε ἐξέφρασα τὴν πρόθεσιν νὰ μεταβῶ εἰς Φετζέλε διὰ νὰ κανονίσω τοὺς ἐκκρεμεῖς λογαριασμούς μου μὲ τὴν ἐξηκοντίαν τῆς οἰκίας· ὅθεν διεκρίθησαν οἱ ὅροι, καὶ ὁ κ. Τοζέλλη, ὡς ἔλεγε, θὰ μοῦ παρακολουθῇ. [494,539,830,591]
section-heading: ΠΕΡΙΕΡΓΟΣ ΠΡΟΘΕΣΜΙΑ ΣΥΝΟΔΟΥ [193,839,437,853]
ad-item: Κλύσματα διάφορα — Βαρόμετρα [1002,1862,1146,1888]
novel-title: Η ΟΙΚΙΑ ΜΕ ΤΑΣ ΓΛΑΥΚΑΣ [150,1305,830,1349]
paragraph: Δὲν θὰ ἐλθήσετε μαζύ μου νὰ χωρισθῆτε τοὺς οὓς ἀπὸ μακρὰν ἐκείνων ἐτάχθην ὑμῶν εἰς τὸν Τράκλα, τὴν τῆς Φλωρεντίας· διὰ ταῦτα εἶμαι πεπεισμένη ὅτι μόνην σᾶς ἀφήνω, ὅσον ζητήσω τὴν ἀπόφασιν τῆς ὑπερτέρας καὶ ὀργῆς ὁσημέραι. [150,737,480,802]
paragraph: — Θεέ μου, εἶπεν μία ἀπὸ τὰς κυρίας, ἡ μὲ τὰ λευκὰ ἐνδύματα, ἐσκέφθησαν λοιπὸν τὸ ἐφικτόν; [494,1624,830,1650]
section-heading: ΤΕΛΕΥΤΑΙΑΙ ΦΙΛΟΦΡΟΝΗΣΕΙΣ ΤΟΥ κ. ΤΟΖΕΛΛΙ [500,659,824,673]
paragraph: Τῆς ὑπ' ἀριθ. 603 τῆς 6 Μαΐου 1910 ἀποφάσεως τοῦ δικαστηρίου τῶν ἐν Σπάρτῃ Πρωτοδικῶν, ἐκδοθείσης μεταξὺ τοῦ ἐνάγοντος Γεωργίου Π. Ἀγγελάτου, κατοίκου Γκορίτσης καὶ τῆς ἐναγομένης Πολυχρονίας, Πονηρῆ Τσ. Μαυρίδου κατοίκου Ἀθηνῶν. [998,1270,1150,1413]
paragraph: Ἡ Ἀντουανέττα δὲ Μπέλου μοῦ εἶπεν συγκεκινημένη πολὺ: Ἀναμφιβόλως θὰ λάβῃ τοιαύτας ἐξηγήσεις ὅσαι ἐξαρκοῦσι διὰ νὰ ἐξηγήσῃ τὴν θέσιν της. [494,1655,830,1694]
